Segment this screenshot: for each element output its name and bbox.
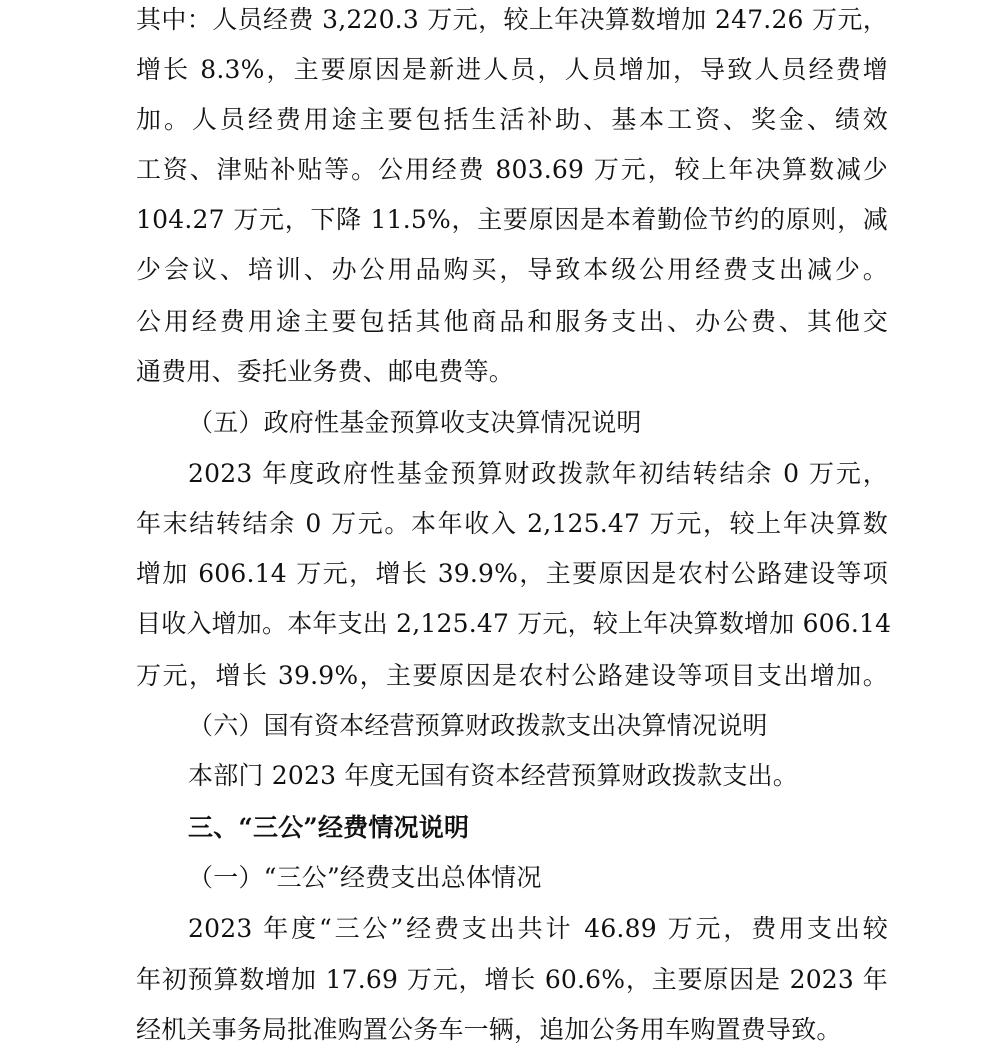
paragraph-line: 目收入增加。本年支出 2,125.47 万元，较上年决算数增加 606.14	[136, 609, 892, 638]
section-heading-five: （五）政府性基金预算收支决算情况说明	[188, 408, 642, 437]
paragraph-line: 通费用、委托业务费、邮电费等。	[136, 357, 515, 386]
paragraph-line: 经机关事务局批准购置公务车一辆，追加公务用车购置费导致。	[136, 1015, 842, 1044]
paragraph-line: 公用经费用途主要包括其他商品和服务支出、办公费、其他交	[136, 307, 888, 336]
paragraph-line: 其中：人员经费 3,220.3 万元，较上年决算数增加 247.26 万元，	[136, 5, 888, 34]
section-heading-six: （六）国有资本经营预算财政拨款支出决算情况说明	[188, 711, 768, 740]
paragraph-line: 2023 年度“三公”经费支出共计 46.89 万元，费用支出较	[188, 914, 888, 943]
paragraph-line: 加。人员经费用途主要包括生活补助、基本工资、奖金、绩效	[136, 105, 888, 134]
paragraph-line: 工资、津贴补贴等。公用经费 803.69 万元，较上年决算数减少	[136, 155, 888, 184]
section-heading-three-public: 三、“三公”经费情况说明	[188, 813, 470, 842]
paragraph-line: 万元，增长 39.9%，主要原因是农村公路建设等项目支出增加。	[136, 661, 888, 690]
paragraph-line: 2023 年度政府性基金预算财政拨款年初结转结余 0 万元，	[188, 459, 888, 488]
paragraph-line: 年末结转结余 0 万元。本年收入 2,125.47 万元，较上年决算数	[136, 509, 888, 538]
paragraph-line: 本部门 2023 年度无国有资本经营预算财政拨款支出。	[188, 761, 798, 790]
paragraph-line: 增长 8.3%，主要原因是新进人员，人员增加，导致人员经费增	[136, 55, 888, 84]
paragraph-line: 少会议、培训、办公用品购买，导致本级公用经费支出减少。	[136, 255, 888, 284]
subsection-heading-one: （一）“三公”经费支出总体情况	[188, 863, 542, 892]
paragraph-line: 104.27 万元，下降 11.5%，主要原因是本着勤俭节约的原则，减	[136, 205, 888, 234]
paragraph-line: 增加 606.14 万元，增长 39.9%，主要原因是农村公路建设等项	[136, 559, 888, 588]
paragraph-line: 年初预算数增加 17.69 万元，增长 60.6%，主要原因是 2023 年	[136, 965, 888, 994]
